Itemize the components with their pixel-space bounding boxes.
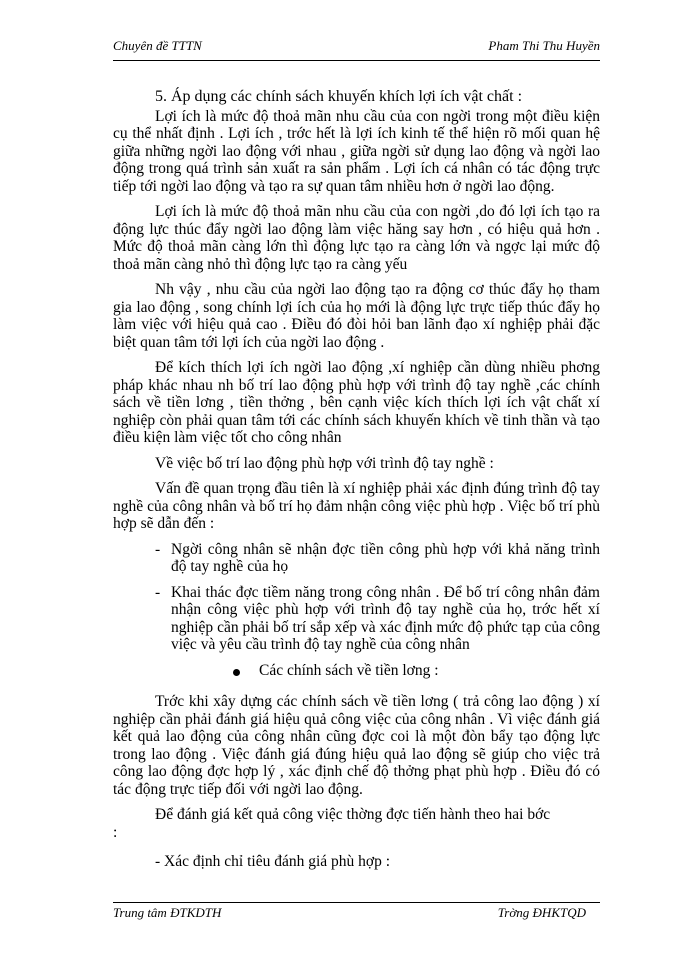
bullet-dot-icon (233, 669, 240, 676)
dash-marker: - (155, 540, 161, 558)
paragraph-5: Về việc bố trí lao động phù hợp với trình độ tay nghề : (155, 454, 494, 472)
header-left: Chuyên đề TTTN (113, 38, 202, 53)
section-title: 5. Áp dụng các chính sách khuyến khích lợi ích vật chất : (155, 88, 523, 105)
header-rule (113, 60, 600, 61)
paragraph-2: Lợi ích là mức độ thoả mãn nhu cầu của con ngời ,do đó lợi ích tạo ra động lực thúc đẩy ngời lao động làm việc hăng say hơn , có hiệu quả hơn . Mức độ thoả mãn càng lớn thì động lực tạo ra càng lớn và ngợc lại mức độ thoả mãn càng nhỏ thì động lực tạo ra càng yếu (113, 203, 600, 273)
paragraph-1: Lợi ích là mức độ thoả mãn nhu cầu của con ngời trong một điều kiện cụ thể nhất định . Lợi ích , trớc hết là lợi ích kinh tế thể hiện rõ mối quan hệ giữa những ngời lao động với nhau , giữa ngời sử dụng lao động và ngời lao động trong quá trình sản xuất ra sản phẩm . Lợi ích cá nhân có tác động trực tiếp tới ngời lao động và tạo ra sự quan tâm nhiều hơn ở ngời lao động. (113, 107, 600, 195)
footer-left: Trung tâm ĐTKDTH (113, 905, 222, 920)
paragraph-7: Trớc khi xây dựng các chính sách về tiền lơng ( trả công lao động ) xí nghiệp cần phải đánh giá hiệu quả công việc của công nhân . Vì việc đánh giá kết quả lao động của công nhân cũng đợc coi là một đòn bẩy tạo động lực trong lao động . Việc đánh giá đúng hiệu quả lao động sẽ giúp cho việc trả công lao động đợc hợp lý , xác định chế độ thởng phạt phù hợp . Điều đó có tác động trực tiếp đối với ngời lao động. (113, 693, 600, 798)
bullet-text: Các chính sách về tiền lơng : (259, 661, 439, 679)
dash-item-text: Khai thác đợc tiềm năng trong công nhân . Để bố trí công nhân đảm nhận công việc phù hợp với trình độ tay nghề của họ, trớc hết xí nghiệp cần phải bố trí sắp xếp và xác định mức độ phức tạp của công việc và yêu cầu trình độ tay nghề của công nhân (171, 583, 600, 653)
dash-marker: - (155, 583, 161, 601)
paragraph-8: Để đánh giá kết quả công việc thờng đợc tiến hành theo hai bớc (155, 806, 551, 823)
header-right: Pham Thi Thu Huyền (488, 38, 600, 53)
bullet-item (113, 662, 600, 680)
page-header (113, 38, 600, 58)
page-footer (113, 905, 600, 925)
footer-rule (113, 902, 600, 903)
paragraph-4: Để kích thích lợi ích ngời lao động ,xí nghiệp cần dùng nhiều phơng pháp khác nhau nh bố trí lao động phù hợp với trình độ tay nghề ,các chính sách về tiền lơng , tiền thởng , bên cạnh việc kích thích lợi ích vật chất xí nghiệp còn phải quan tâm tới các chính sách khuyến khích về tinh thần và tạo điều kiện làm việc tốt cho công nhân (113, 359, 600, 446)
document-body (113, 88, 600, 879)
paragraph-9: - Xác định chỉ tiêu đánh giá phù hợp : (155, 853, 391, 870)
paragraph-3: Nh vậy , nhu cầu của ngời lao động tạo ra động cơ thúc đẩy họ tham gia lao động , song chính lợi ích của họ mới là động lực trực tiếp thúc đẩy họ làm việc với hiệu quả cao . Điều đó đòi hỏi ban lãnh đạo xí nghiệp phải đặc biệt quan tâm tới lợi ích của ngời lao động . (113, 281, 600, 351)
dash-item-1 (113, 541, 600, 576)
paragraph-8-colon: : (113, 823, 118, 841)
paragraph-6: Vấn đề quan trọng đầu tiên là xí nghiệp phải xác định đúng trình độ tay nghề của công nhân và bố trí họ đảm nhận công việc phù hợp . Việc bố trí phù hợp sẽ dẫn đến : (113, 480, 600, 532)
dash-item-2 (113, 584, 600, 654)
dash-item-text: Ngời công nhân sẽ nhận đợc tiền công phù hợp với khả năng trình độ tay nghề của họ (171, 540, 600, 575)
footer-right: Trờng ĐHKTQD (497, 905, 586, 920)
